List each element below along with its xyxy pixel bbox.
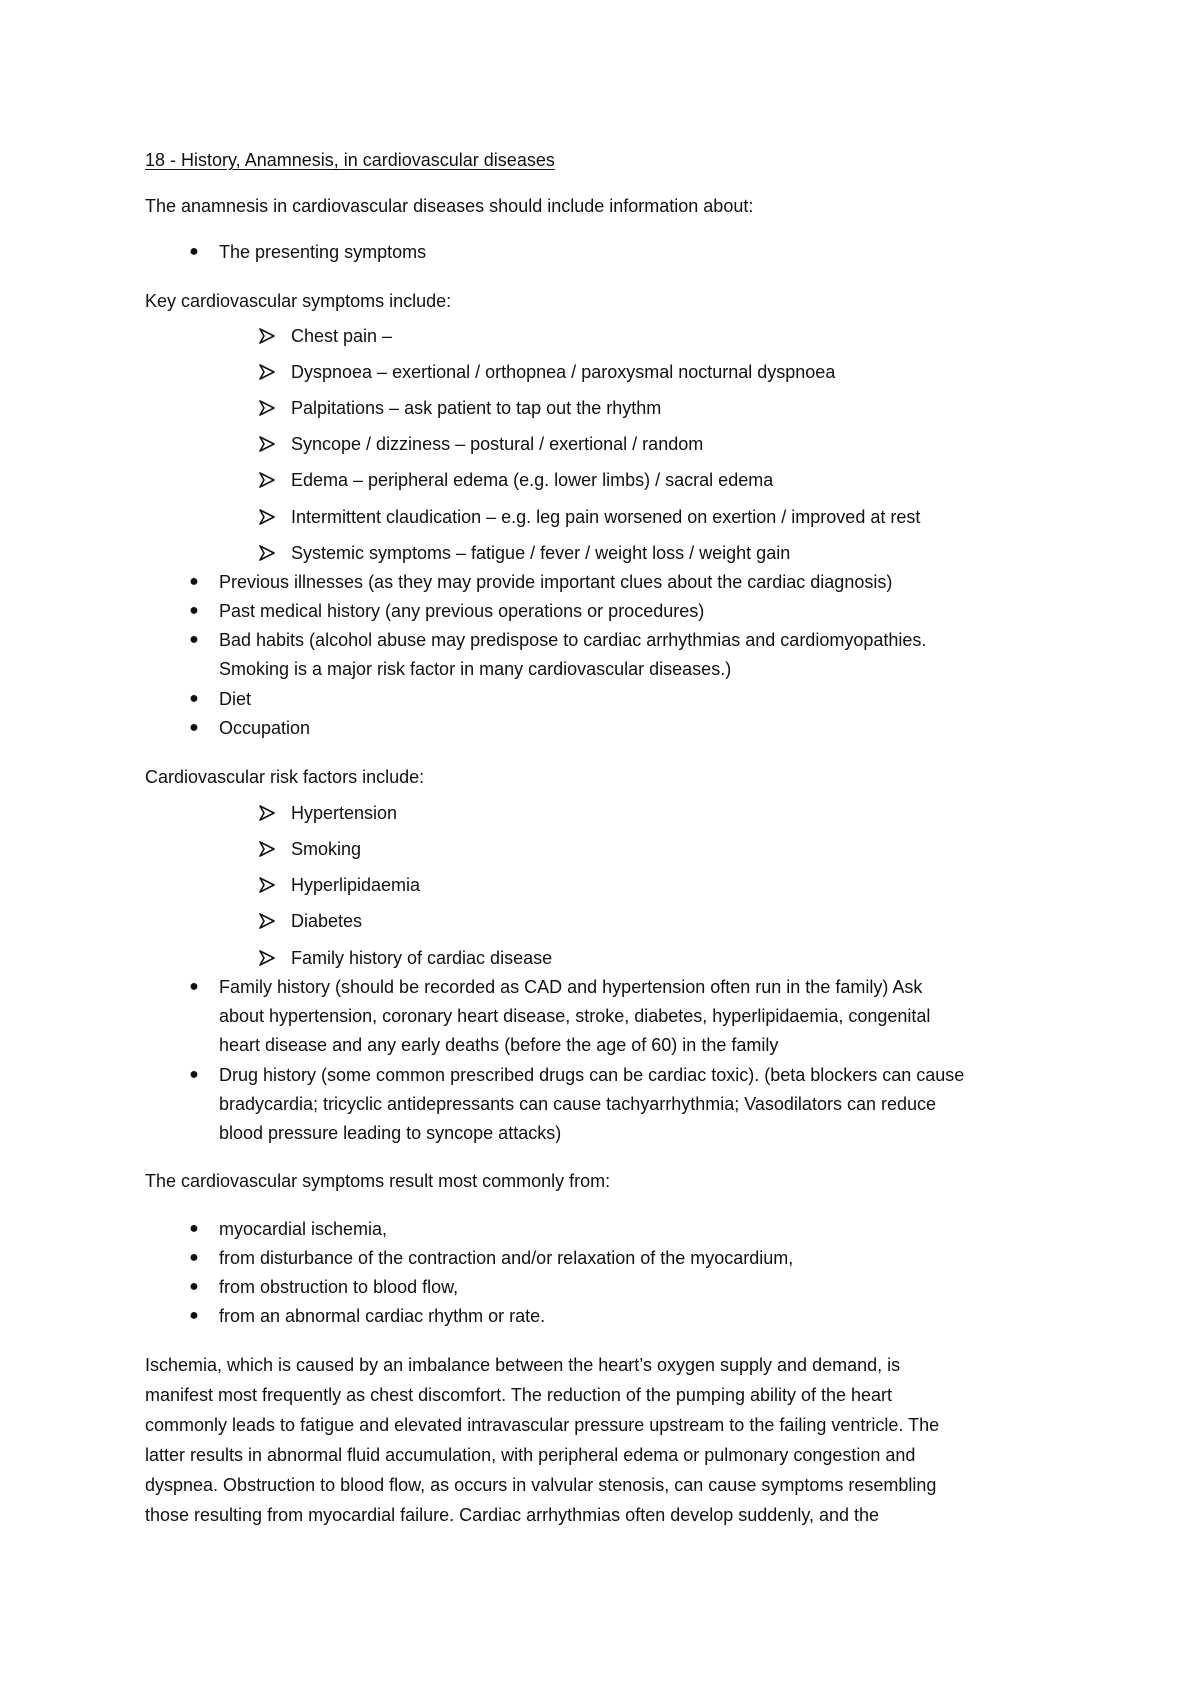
- arrow-bullet-icon: [259, 364, 275, 380]
- bullet-dot-icon: ●: [189, 1307, 199, 1324]
- key-symptoms-heading: Key cardiovascular symptoms include:: [145, 291, 452, 311]
- intro-text: The anamnesis in cardiovascular diseases should include information about:: [145, 196, 754, 216]
- paragraph-line: manifest most frequently as chest discomfort. The reduction of the pumping ability of the heart: [145, 1385, 893, 1405]
- arrow-bullet-icon: [259, 950, 275, 966]
- arrow-bullet-icon: [259, 472, 275, 488]
- arrow-bullet-icon: [259, 841, 275, 857]
- bullet-dot-icon: ●: [189, 602, 199, 619]
- bullet-dot-icon: ●: [189, 978, 199, 995]
- arrow-bullet-icon: [259, 436, 275, 452]
- paragraph-line: dyspnea. Obstruction to blood flow, as occurs in valvular stenosis, can cause symptoms resembling: [145, 1475, 937, 1495]
- bullet-dot-icon: ●: [189, 573, 199, 590]
- bullet-dot-icon: ●: [189, 243, 199, 260]
- arrow-bullet-icon: [259, 805, 275, 821]
- document-page: 18 - History, Anamnesis, in cardiovascular diseases The anamnesis in cardiovascular diseases should include information about: ● The presenting symptoms Key cardiovascular symptoms include: Chest pain – Dyspnoea – exertional / orthopnea / paroxysmal nocturnal dyspnoea Palpitations – ask patient to tap out the rhythm Syncope / dizziness – postural / exertional / random Edema – peripheral edema (e.g. lower limbs) / sacral edema Intermittent claudication – e.g. leg pain worsened on exertion / improved at rest Systemic symptoms – fatigue / fever / weight loss / weight gain ● Previous illnesses (as they may provide important clues about the cardiac diagnosis) ● Past medical history (any previous operations or procedures) ● Bad habits (alcohol abuse may predispose to cardiac arrhythmias and cardiomyopathies. Smoking is a major risk factor in many cardiovascular diseases.) ● Diet ● Occupation Cardiovascular risk factors include: Hypertension Smoking Hyperlipidaemia Diabetes Family history of cardiac disease ● Family history (should be recorded as CAD and hypertension often run in the family) Ask about hypertension, coronary heart disease, stroke, diabetes, hyperlipidaemia, congenital heart disease and any early deaths (before the age of 60) in the family ● Drug history (some common prescribed drugs can be cardiac toxic). (beta blockers can cause bradycardia; tricyclic antidepressants can cause tachyarrhythmia; Vasodilators can reduce blood pressure leading to syncope attacks) The cardiovascular symptoms result most commonly from: ● myocardial ischemia, ● from disturbance of the contraction and/or relaxation of the myocardium, ● from obstruction to blood flow, ● from an abnormal cardiac rhythm or rate. Ischemia, which is caused by an imbalance between the heart’s oxygen supply and demand, is manifest most frequently as chest discomfort. The reduction of the pumping ability of the heart commonly leads to fatigue and elevated intravascular pressure upstream to the failing ventricle. The latter results in abnormal fluid accumulation, with peripheral edema or pulmonary congestion and dyspnea. Obstruction to blood flow, as occurs in valvular stenosis, can cause symptoms resembling those resulting from myocardial failure. Cardiac arrhythmias often develop suddenly, and the: [145, 150, 965, 1525]
- arrow-bullet-icon: [259, 509, 275, 525]
- results-heading: The cardiovascular symptoms result most commonly from:: [145, 1171, 611, 1191]
- arrow-bullet-icon: [259, 913, 275, 929]
- risk-factors-heading: Cardiovascular risk factors include:: [145, 767, 425, 787]
- page-title: 18 - History, Anamnesis, in cardiovascular diseases: [145, 150, 555, 170]
- bullet-dot-icon: ●: [189, 631, 199, 648]
- bullet-dot-icon: ●: [189, 690, 199, 707]
- paragraph-line: Ischemia, which is caused by an imbalance between the heart’s oxygen supply and demand, is: [145, 1355, 901, 1375]
- bullet-dot-icon: ●: [189, 1220, 199, 1237]
- arrow-bullet-icon: [259, 877, 275, 893]
- arrow-bullet-icon: [259, 400, 275, 416]
- arrow-bullet-icon: [259, 545, 275, 561]
- paragraph-line: commonly leads to fatigue and elevated intravascular pressure upstream to the failing ventricle. The: [145, 1415, 940, 1435]
- bullet-dot-icon: ●: [189, 1066, 199, 1083]
- bullet-dot-icon: ●: [189, 1278, 199, 1295]
- bullet-dot-icon: ●: [189, 1249, 199, 1266]
- bullet-dot-icon: ●: [189, 719, 199, 736]
- paragraph-line: latter results in abnormal fluid accumulation, with peripheral edema or pulmonary congestion and: [145, 1445, 916, 1465]
- paragraph-line: those resulting from myocardial failure. Cardiac arrhythmias often develop suddenly, and the: [145, 1505, 880, 1525]
- arrow-bullet-icon: [259, 328, 275, 344]
